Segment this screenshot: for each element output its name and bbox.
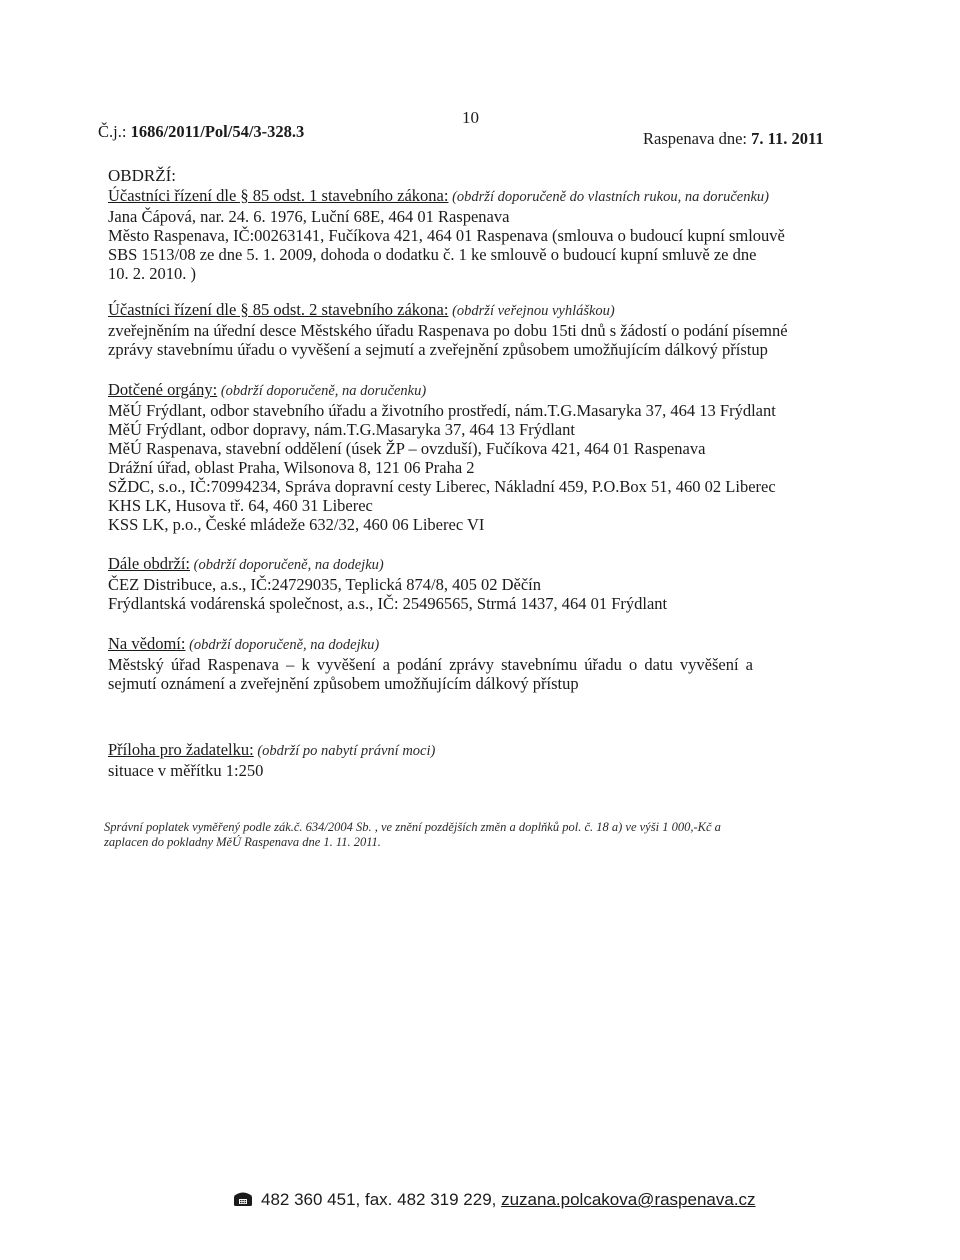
telephone-icon: [233, 1191, 253, 1212]
section-participants-2: [108, 300, 788, 359]
section-affected-authorities: [108, 380, 776, 534]
section-heading: Dotčené orgány:: [108, 380, 218, 399]
section-heading: Účastníci řízení dle § 85 odst. 1 stavebního zákona:: [108, 186, 449, 205]
text-line: KHS LK, Husova tř. 64, 460 31 Liberec: [108, 496, 373, 515]
text-line: SŽDC, s.o., IČ:70994234, Správa dopravní cesty Liberec, Nákladní 459, P.O.Box 51, 460 02 Liberec: [108, 477, 776, 496]
text-line: Jana Čápová, nar. 24. 6. 1976, Luční 68E, 464 01 Raspenava: [108, 207, 510, 226]
section-heading-row: [108, 380, 776, 401]
section-participants-1: [108, 186, 785, 283]
text-line: zveřejněním na úřední desce Městského úřadu Raspenava po dobu 15ti dnů s žádostí o podání písemné: [108, 321, 788, 340]
fee-note-line: zaplacen do pokladny MěÚ Raspenava dne 1. 11. 2011.: [104, 835, 381, 849]
date-value: 7. 11. 2011: [751, 129, 824, 148]
section-note: (obdrží doporučeně, na doručenku): [217, 383, 427, 399]
fee-note: [104, 820, 721, 850]
date-label: Raspenava dne:: [643, 129, 752, 148]
text-line: sejmutí oznámení a zveřejnění způsobem umožňujícím dálkový přístup: [108, 674, 579, 693]
document-date: [643, 129, 824, 148]
section-heading: Dále obdrží:: [108, 554, 191, 573]
section-heading: Příloha pro žadatelku:: [108, 740, 254, 759]
email-link[interactable]: zuzana.polcakova@raspenava.cz: [501, 1190, 756, 1209]
section-note: (obdrží doporučeně do vlastních rukou, na doručenku): [448, 189, 770, 205]
contact-phones: 482 360 451, fax. 482 319 229,: [261, 1190, 502, 1209]
section-heading-row: [108, 554, 667, 575]
text-line: Město Raspenava, IČ:00263141, Fučíkova 421, 464 01 Raspenava (smlouva o budoucí kupní smlouvě: [108, 226, 785, 245]
section-also-receives: [108, 554, 667, 613]
section-note: (obdrží doporučeně, na dodejku): [185, 637, 380, 653]
text-line: MěÚ Frýdlant, odbor dopravy, nám.T.G.Masaryka 37, 464 13 Frýdlant: [108, 420, 575, 439]
text-line: 10. 2. 2010. ): [108, 264, 196, 283]
text-line: Městský úřad Raspenava – k vyvěšení a podání zprávy stavebnímu úřadu o datu vyvěšení a: [108, 655, 754, 674]
section-heading-row: [108, 634, 753, 655]
text-line: MěÚ Raspenava, stavební oddělení (úsek ŽP – ovzduší), Fučíkova 421, 464 01 Raspenava: [108, 439, 706, 458]
reference-label: Č.j.:: [98, 122, 131, 141]
section-heading: Na vědomí:: [108, 634, 186, 653]
text-line: ČEZ Distribuce, a.s., IČ:24729035, Teplická 874/8, 405 02 Děčín: [108, 575, 541, 594]
text-line: zprávy stavebnímu úřadu o vyvěšení a sejmutí a zveřejnění způsobem umožňujícím dálkový přístup: [108, 340, 768, 359]
section-note: (obdrží veřejnou vyhláškou): [448, 303, 615, 319]
text-line: SBS 1513/08 ze dne 5. 1. 2009, dohoda o dodatku č. 1 ke smlouvě o budoucí kupní smluvě ze dne: [108, 245, 757, 264]
footer-contact: [233, 1190, 756, 1212]
reference-value: 1686/2011/Pol/54/3-328.3: [130, 122, 305, 141]
text-line: Frýdlantská vodárenská společnost, a.s., IČ: 25496565, Strmá 1437, 464 01 Frýdlant: [108, 594, 668, 613]
section-note: (obdrží po nabytí právní moci): [253, 743, 436, 759]
obdrzi-heading: OBDRŽÍ:: [108, 166, 176, 185]
section-heading-row: [108, 740, 435, 761]
section-heading-row: [108, 300, 788, 321]
section-note: (obdrží doporučeně, na dodejku): [190, 557, 384, 573]
text-line: MěÚ Frýdlant, odbor stavebního úřadu a životního prostředí, nám.T.G.Masaryka 37, 464 13 Frýdlant: [108, 401, 776, 420]
section-for-information: [108, 634, 753, 693]
fee-note-line: Správní poplatek vyměřený podle zák.č. 634/2004 Sb. , ve znění pozdějších změn a doplňků pol. č. 18 a) ve výši 1 000,-Kč a: [104, 820, 721, 834]
reference-number: [98, 122, 304, 141]
text-line: situace v měřítku 1:250: [108, 761, 264, 780]
text-line: KSS LK, p.o., České mládeže 632/32, 460 06 Liberec VI: [108, 515, 485, 534]
section-heading-row: [108, 186, 785, 207]
section-attachment: [108, 740, 435, 780]
page-number: 10: [462, 108, 479, 127]
section-heading: Účastníci řízení dle § 85 odst. 2 stavebního zákona:: [108, 300, 449, 319]
text-line: Drážní úřad, oblast Praha, Wilsonova 8, 121 06 Praha 2: [108, 458, 475, 477]
